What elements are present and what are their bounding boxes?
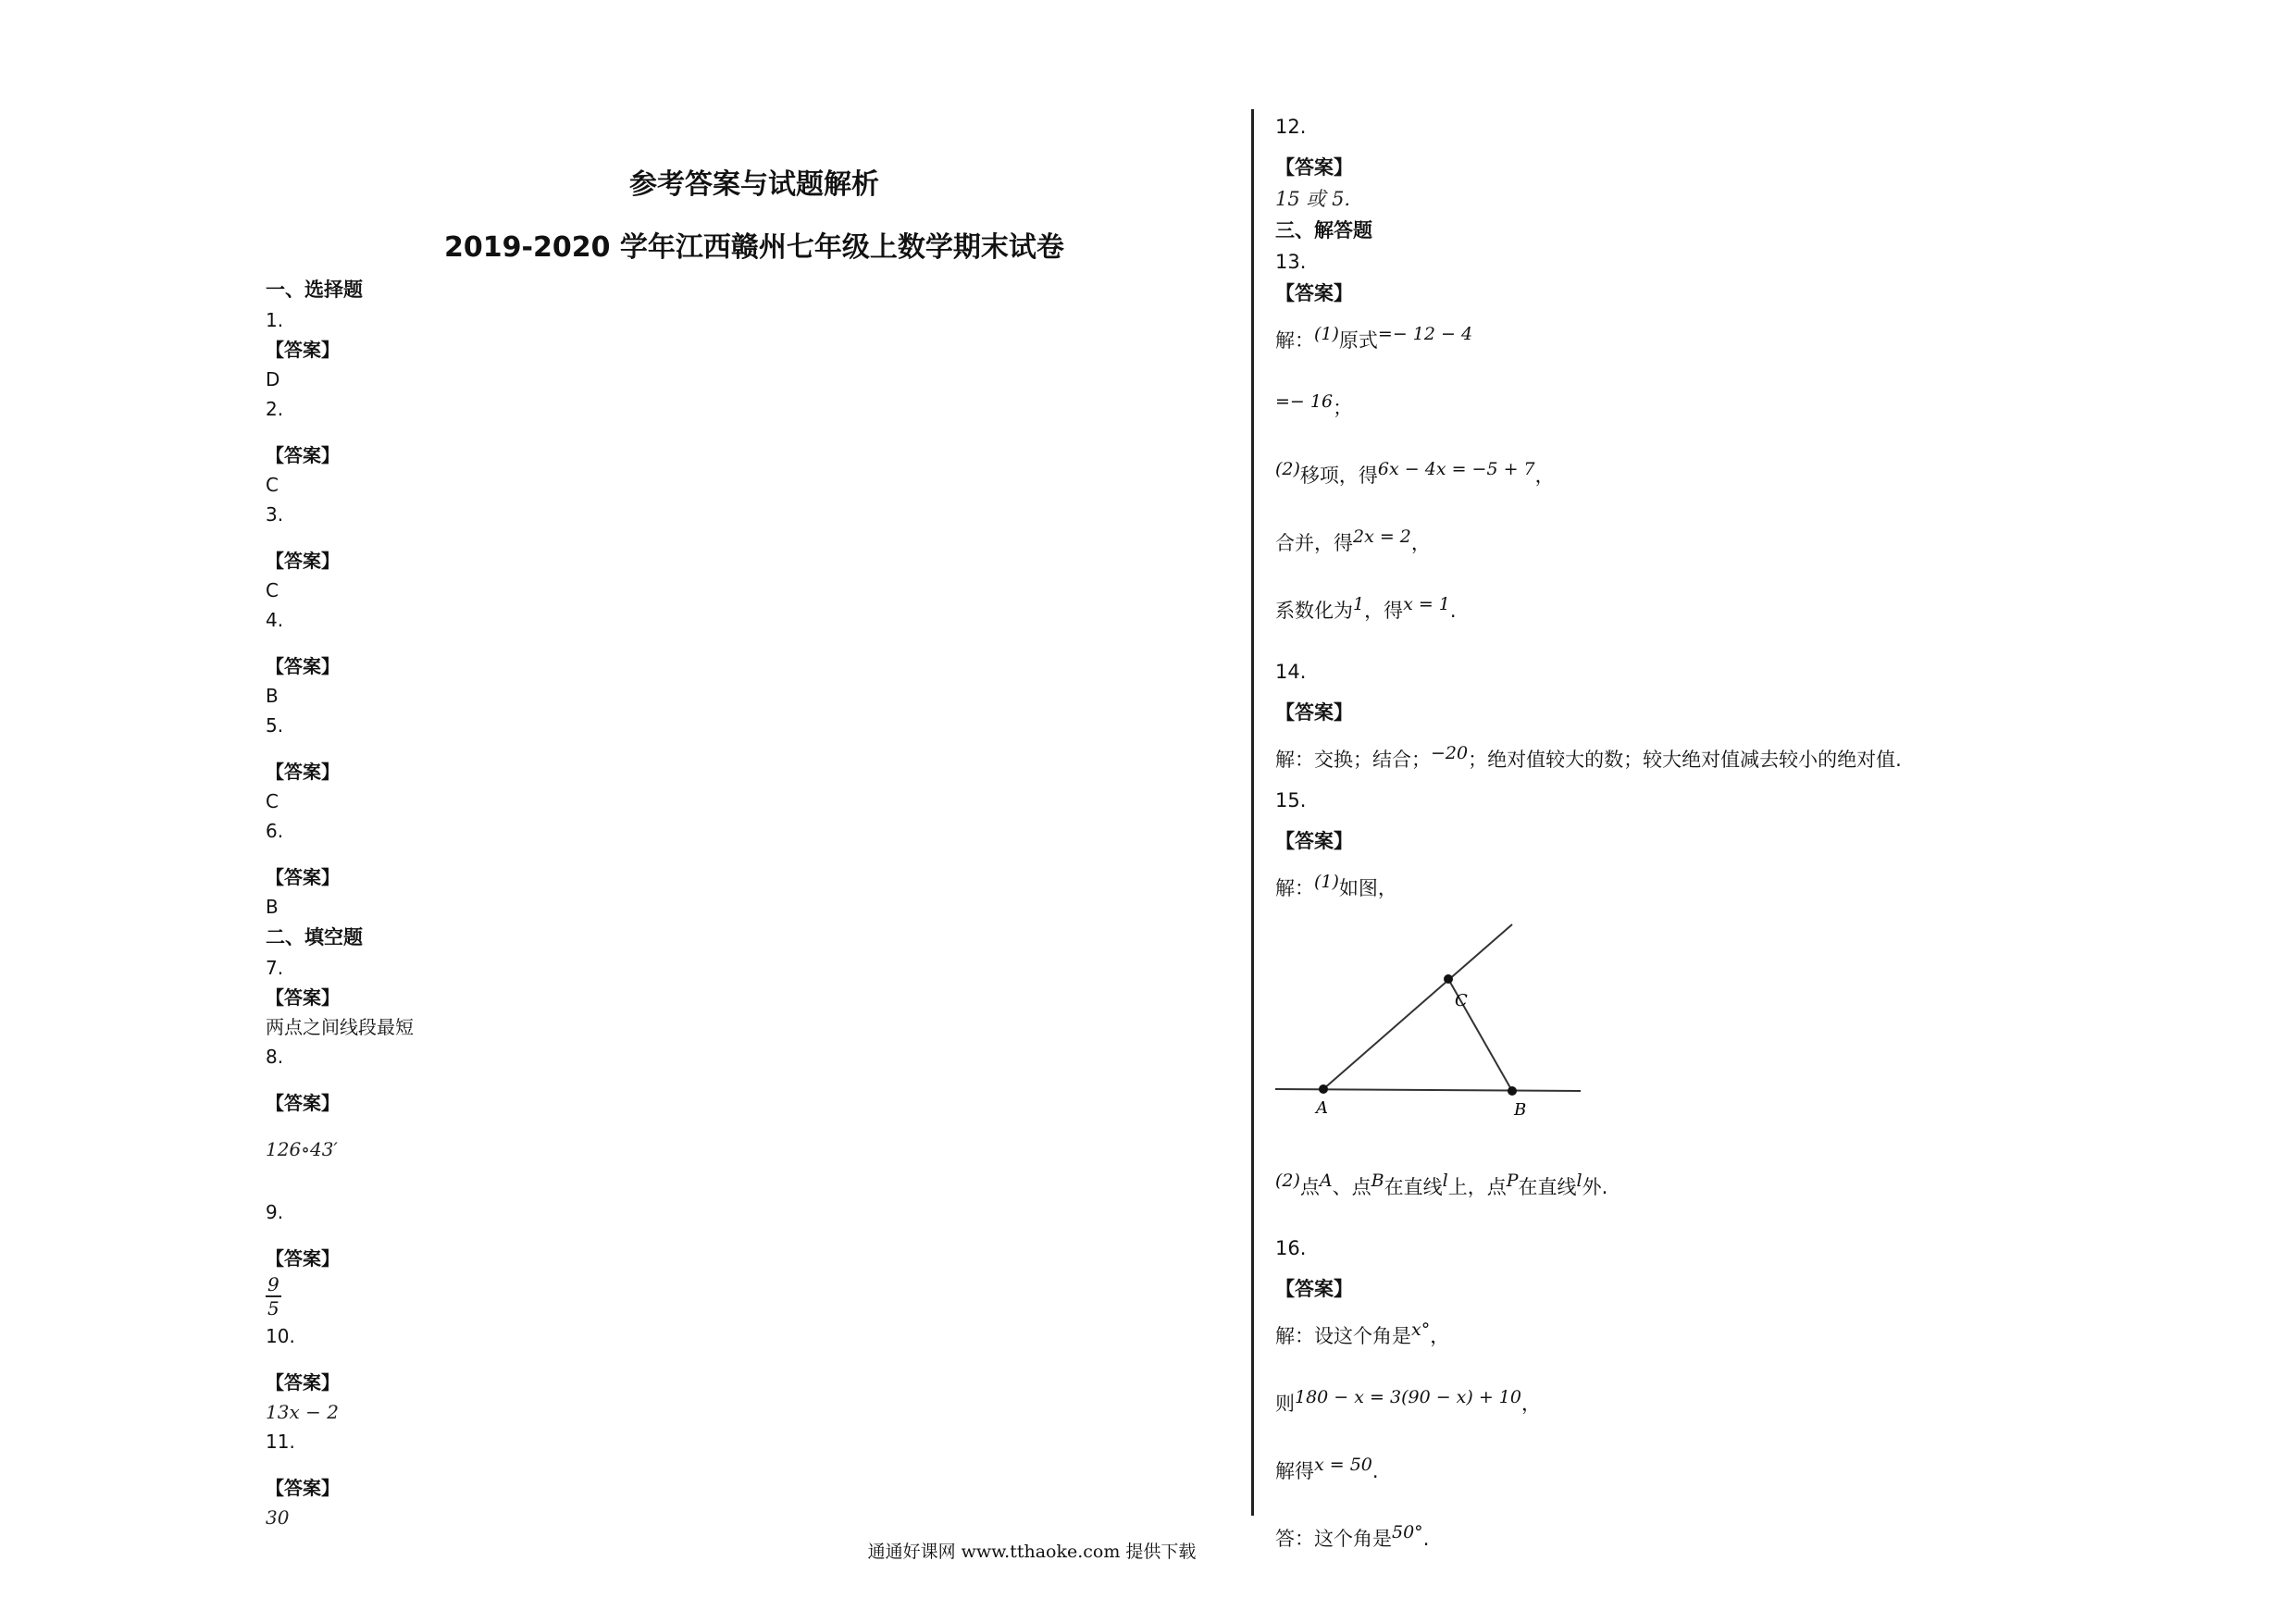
- question-number: 7.: [266, 957, 284, 979]
- solution-line: [1275, 386, 2238, 424]
- answer-label: 【答案】: [266, 655, 340, 677]
- solution-math: 2x = 2: [1353, 527, 1411, 547]
- point-b: [1508, 1086, 1517, 1096]
- solution-math: 1: [1353, 594, 1365, 614]
- answer-label: 【答案】: [1275, 156, 1353, 179]
- label-c: C: [1455, 991, 1468, 1010]
- solution-text: 、点: [1332, 1176, 1371, 1198]
- solution-text: 解得: [1275, 1460, 1314, 1482]
- exam-title: 2019-2020 学年江西赣州七年级上数学期末试卷: [444, 231, 1064, 264]
- question-number: 4.: [266, 609, 284, 631]
- solution-text: 答：这个角是: [1275, 1528, 1392, 1550]
- solution-math: P: [1506, 1171, 1519, 1191]
- solution-math: 180 − x = 3(90 − x) + 10: [1295, 1387, 1521, 1407]
- answer-value: 126∘43′: [266, 1138, 338, 1160]
- question-number: 3.: [266, 503, 284, 526]
- answer-label: 【答案】: [1275, 701, 1353, 724]
- solution-text: 点: [1299, 1176, 1320, 1198]
- solution-line: [1275, 737, 2238, 775]
- question-number: 5.: [266, 714, 284, 737]
- solution-punct: ，: [1534, 465, 1555, 487]
- part-mark: (1): [1314, 872, 1339, 892]
- solution-math: l: [1576, 1171, 1582, 1191]
- label-a: A: [1316, 1098, 1328, 1118]
- answer-value: C: [266, 474, 279, 496]
- solution-text: 上，点: [1447, 1176, 1507, 1198]
- answer-label: 【答案】: [1275, 282, 1353, 304]
- answer-label: 【答案】: [266, 986, 340, 1009]
- answer-label: 【答案】: [266, 339, 340, 361]
- solution-text: 解：交换；结合；: [1275, 749, 1431, 771]
- solution-text: 外.: [1582, 1176, 1608, 1198]
- left-column: [266, 274, 1191, 1532]
- solution-text: 在直线: [1384, 1176, 1443, 1198]
- solution-punct: .: [1371, 1460, 1379, 1482]
- solution-text: 原式: [1338, 329, 1378, 352]
- answer-label: 【答案】: [266, 444, 340, 466]
- question-number: 8.: [266, 1046, 284, 1068]
- solution-text: 合并，得: [1275, 532, 1353, 554]
- solution-math: =− 12 − 4: [1377, 324, 1473, 344]
- fraction-numerator: 9: [267, 1273, 279, 1295]
- solution-math: 50°: [1392, 1522, 1423, 1542]
- solution-math: −20: [1431, 743, 1469, 763]
- part-mark: (2): [1275, 1171, 1300, 1191]
- right-column: [1275, 111, 2238, 1555]
- question-number: 9.: [266, 1201, 284, 1223]
- label-b: B: [1514, 1100, 1527, 1120]
- point-a: [1319, 1084, 1328, 1094]
- solution-text: 在直线: [1518, 1176, 1577, 1198]
- footer-credit: 通通好课网 www.tthaoke.com 提供下载: [867, 1542, 1197, 1562]
- question-number: 11.: [266, 1431, 295, 1453]
- question-number: 6.: [266, 820, 284, 842]
- answer-label: 【答案】: [1275, 1278, 1353, 1300]
- solution-text: ，得: [1364, 600, 1404, 622]
- solution-line: [1275, 521, 2238, 559]
- answer-value: 15 或 5.: [1275, 188, 1351, 210]
- question-number: 12.: [1275, 116, 1307, 138]
- part-mark: (1): [1314, 324, 1339, 344]
- answer-label: 【答案】: [266, 1371, 340, 1394]
- solution-text: 如图，: [1338, 877, 1397, 899]
- solution-text: 系数化为: [1275, 600, 1353, 622]
- answer-label: 【答案】: [266, 866, 340, 888]
- answer-label: 【答案】: [266, 550, 340, 572]
- solution-punct: .: [1422, 1528, 1430, 1550]
- solution-prefix: 解：: [1275, 877, 1314, 899]
- solution-punct: ；: [1333, 397, 1353, 419]
- fraction-answer: [266, 1273, 1191, 1321]
- solution-text: 解：设这个角是: [1275, 1325, 1411, 1347]
- geometry-figure: [1275, 915, 1608, 1137]
- solution-line: [1275, 866, 2238, 904]
- answer-value: B: [266, 896, 279, 918]
- question-number: 1.: [266, 309, 284, 331]
- question-number: 13.: [1275, 251, 1307, 273]
- answer-value: 13x − 2: [266, 1401, 339, 1423]
- solution-line: [1275, 1449, 2238, 1487]
- answer-label: 【答案】: [266, 1092, 340, 1114]
- answer-label: 【答案】: [266, 1477, 340, 1499]
- answer-value: 30: [266, 1506, 290, 1529]
- answer-label: 【答案】: [1275, 830, 1353, 852]
- solution-text: ；绝对值较大的数；较大绝对值减去较小的绝对值.: [1468, 749, 1902, 771]
- answer-label: 【答案】: [266, 761, 340, 783]
- solution-math: x°: [1411, 1319, 1431, 1340]
- question-number: 14.: [1275, 661, 1307, 683]
- solution-math: A: [1319, 1171, 1333, 1191]
- answer-value: D: [266, 368, 280, 390]
- question-number: 10.: [266, 1325, 295, 1347]
- answer-label: 【答案】: [266, 1247, 340, 1270]
- section-multiple-choice-heading: 一、选择题: [266, 279, 363, 301]
- question-number: 16.: [1275, 1237, 1307, 1259]
- part-mark: (2): [1275, 459, 1300, 479]
- answer-value: 两点之间线段最短: [266, 1016, 414, 1038]
- solution-line: [1275, 318, 2238, 356]
- solution-line: [1275, 1314, 2238, 1352]
- solution-punct: .: [1449, 600, 1457, 622]
- section-fill-blank-heading: 二、填空题: [266, 926, 363, 948]
- answer-value: C: [266, 790, 279, 812]
- question-number: 15.: [1275, 789, 1307, 812]
- solution-math: 6x − 4x = −5 + 7: [1377, 459, 1535, 479]
- solution-line: [1275, 588, 2238, 626]
- geometry-diagram: [1275, 915, 1608, 1137]
- column-divider: [1251, 109, 1254, 1516]
- solution-math: l: [1442, 1171, 1448, 1191]
- solution-punct: ，: [1410, 532, 1431, 554]
- solution-line: [1275, 1381, 2238, 1419]
- solution-text: 移项，得: [1299, 465, 1378, 487]
- solution-prefix: 解：: [1275, 329, 1314, 352]
- answer-value: B: [266, 685, 279, 707]
- section-solutions-heading: 三、解答题: [1275, 219, 1372, 242]
- document-title: 参考答案与试题解析: [629, 168, 879, 201]
- solution-math: x = 1: [1403, 594, 1450, 614]
- solution-line: [1275, 453, 2238, 491]
- solution-line: [1275, 1165, 2238, 1203]
- ray-ac: [1323, 924, 1512, 1089]
- solution-math: =− 16: [1275, 391, 1334, 412]
- solution-text: 则: [1275, 1393, 1295, 1415]
- solution-math: B: [1371, 1171, 1384, 1191]
- answer-value: C: [266, 579, 279, 601]
- point-c: [1444, 974, 1453, 984]
- solution-math: x = 50: [1314, 1455, 1372, 1475]
- solution-punct: ，: [1430, 1325, 1450, 1347]
- solution-punct: ，: [1520, 1393, 1541, 1415]
- question-number: 2.: [266, 398, 284, 420]
- fraction-denominator: 5: [267, 1297, 279, 1319]
